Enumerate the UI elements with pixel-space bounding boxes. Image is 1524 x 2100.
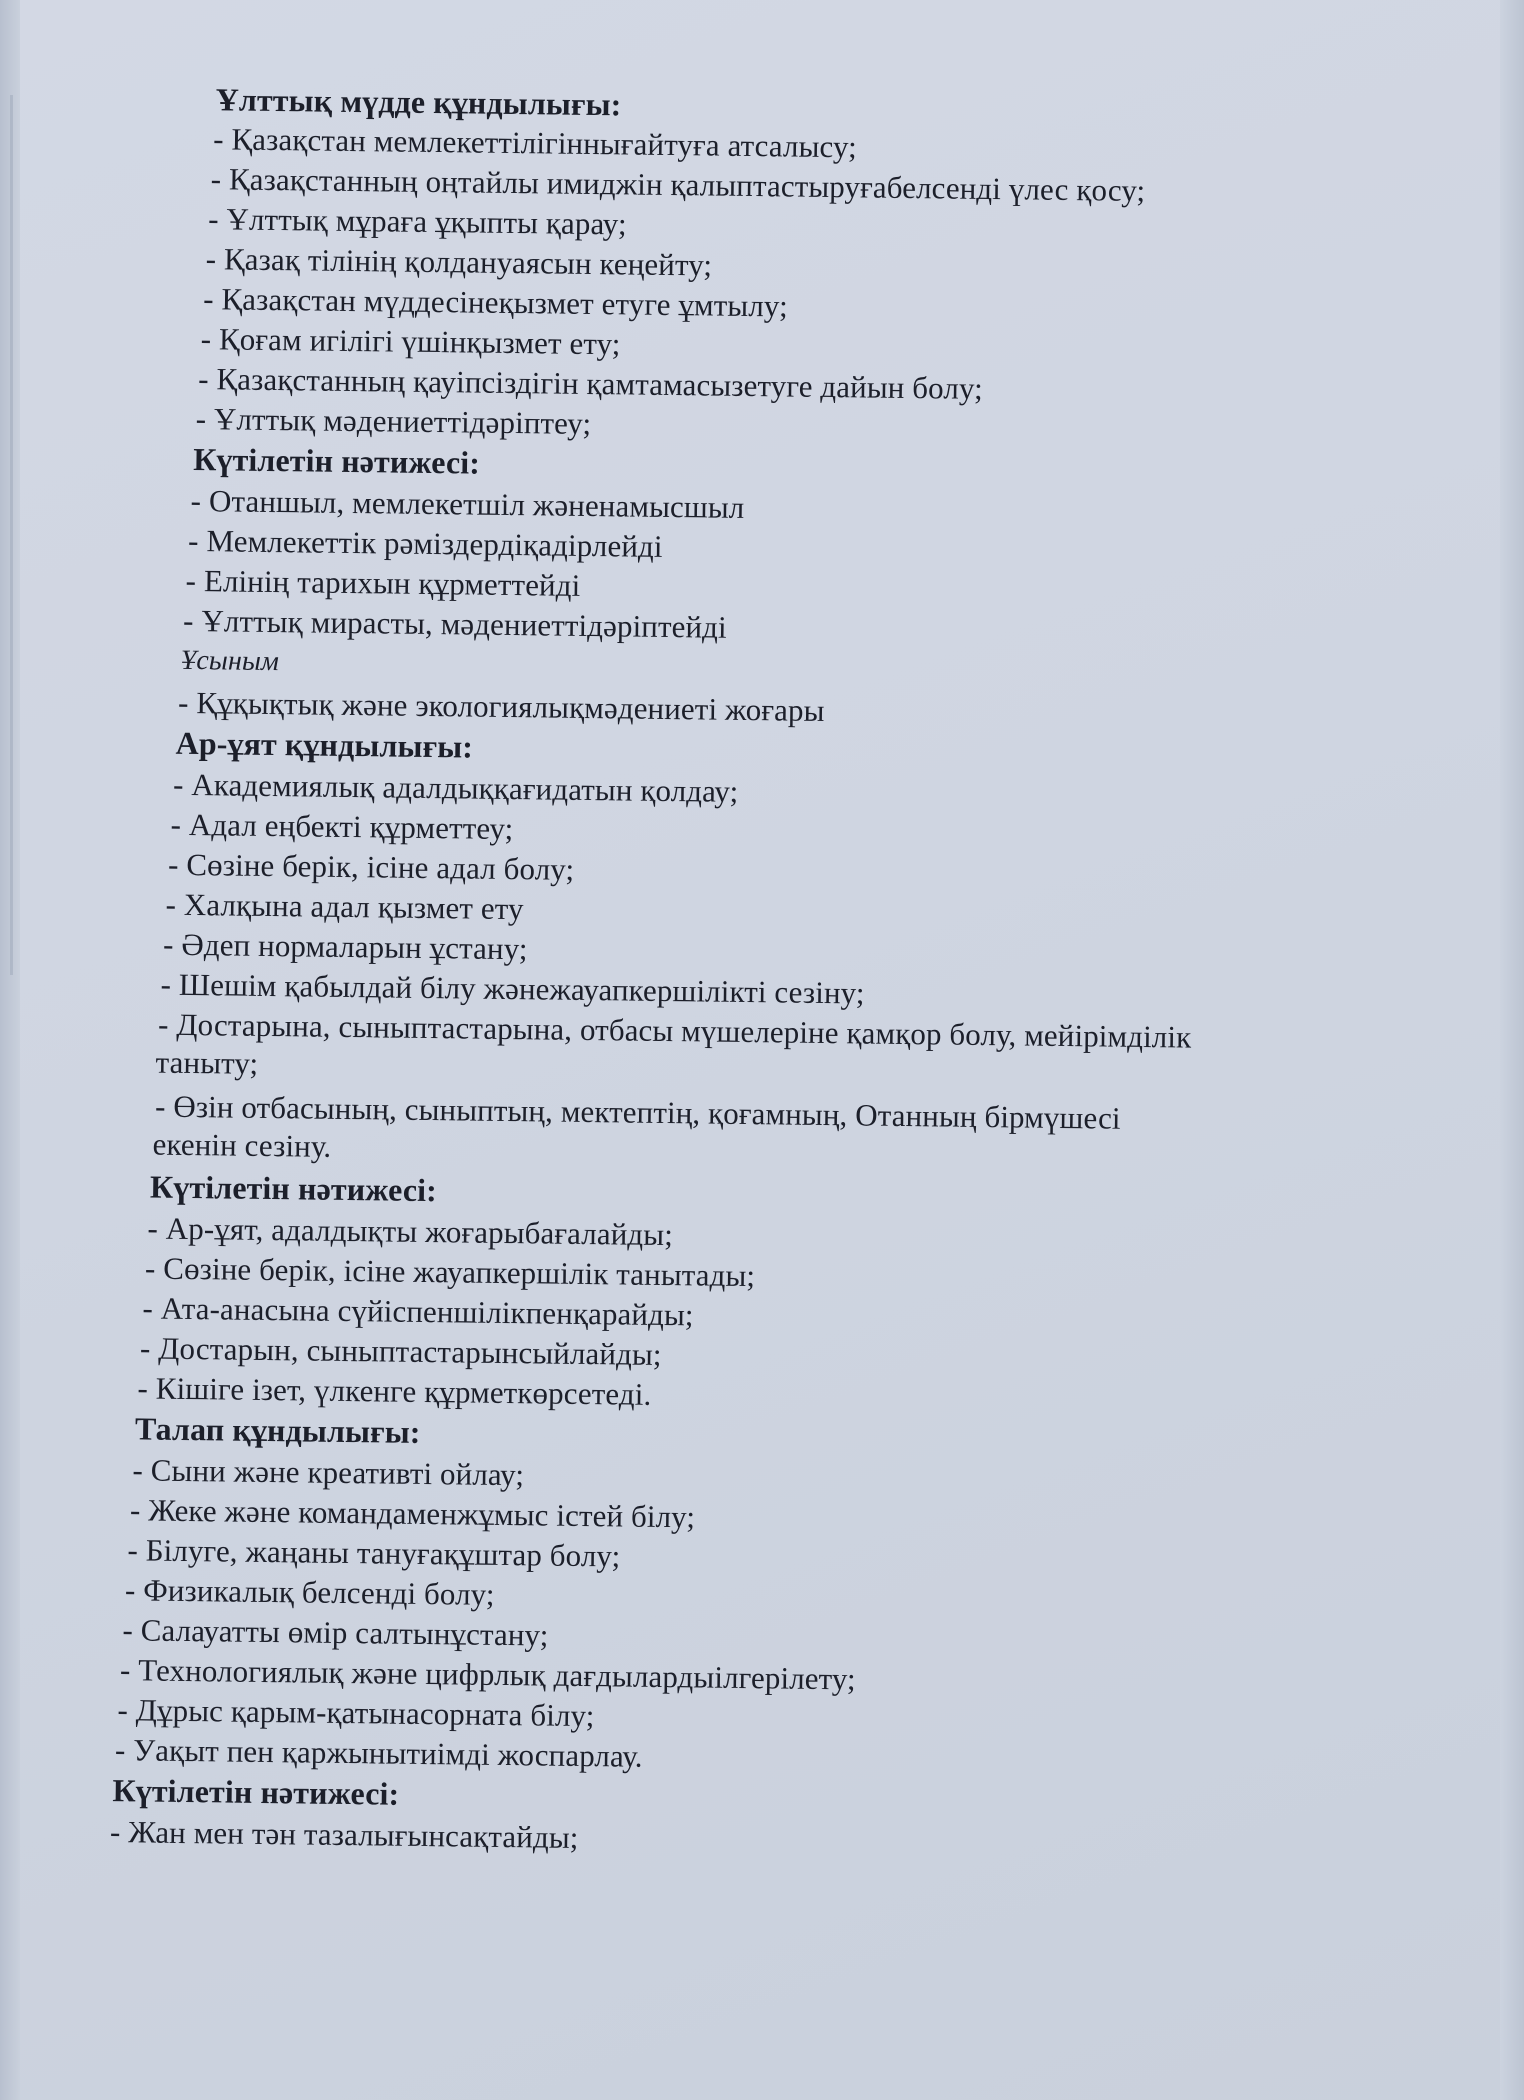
list-item: - Достарын, сыныптастарынсыйлайды; <box>139 1330 662 1372</box>
page-left-edge <box>0 0 20 2100</box>
list-item: - Әдеп нормаларын ұстану; <box>162 926 528 967</box>
section-heading: Күтілетін нәтижесі: <box>192 441 481 481</box>
list-item: - Ата-анасына сүйіспеншілікпенқарайды; <box>142 1290 694 1333</box>
list-item: - Ұлттық мәдениеттідәріптеу; <box>195 401 592 442</box>
list-item: - Ар-ұят, адалдықты жоғарыбағалайды; <box>147 1210 674 1253</box>
list-item-continuation: таныту; <box>155 1044 259 1081</box>
list-item-continuation: екенін сезіну. <box>152 1126 332 1164</box>
list-item: - Қазақ тілінің қолдануаясын кеңейту; <box>205 241 713 283</box>
list-item: - Құқықтық және экологиялықмәдениеті жоғары <box>177 684 825 728</box>
list-item: - Кішіге ізет, үлкенге құрметкөрсетеді. <box>137 1370 652 1412</box>
list-item: - Қазақстанның қауіпсіздігін қамтамасызетуге дайын болу; <box>198 361 984 406</box>
document-page <box>109 78 1395 1855</box>
page-right-edge <box>1500 0 1524 2100</box>
list-item: - Академиялық адалдыққағидатын қолдау; <box>172 766 739 809</box>
recommendation-label: Ұсыным <box>180 644 280 678</box>
list-item: - Қазақстанның оңтайлы имиджін қалыптастыруғабелсенді үлес қосу; <box>210 161 1146 208</box>
section-heading: Ұлттық мүдде құндылығы: <box>215 81 622 123</box>
section-heading: Күтілетін нәтижесі: <box>149 1168 438 1209</box>
list-item: - Жеке және командаменжұмыс істей білу; <box>129 1492 696 1535</box>
section-heading: Ар-ұят құндылығы: <box>175 724 474 765</box>
list-item: - Сөзіне берік, ісіне жауапкершілік танытады; <box>144 1250 756 1294</box>
list-item: - Ұлттық мирасты, мәдениеттідәріптейді <box>182 602 728 645</box>
list-item: - Халқына адал қызмет ету <box>165 886 524 927</box>
list-item: - Физикалық белсенді болу; <box>124 1572 495 1612</box>
list-item: - Қоғам игілігі үшінқызмет ету; <box>200 321 621 362</box>
list-item: - Адал еңбекті құрметтеу; <box>170 806 514 847</box>
list-item: - Ұлттық мұраға ұқыпты қарау; <box>208 201 627 242</box>
list-item: - Отаншыл, мемлекетшіл жәненамысшыл <box>190 482 745 525</box>
list-item: - Өзін отбасының, сыныптың, мектептің, қоғамның, Отанның бірмүшесі <box>154 1088 1121 1136</box>
section-heading: Талап құндылығы: <box>134 1410 421 1450</box>
list-item: - Сөзіне берік, ісіне адал болу; <box>167 846 575 887</box>
list-item: - Технологиялық және цифрлық дағдылардыілгерілету; <box>119 1652 857 1697</box>
list-item: - Білуге, жаңаны тануғақұштар болу; <box>127 1532 621 1574</box>
list-item: - Жан мен тән тазалығынсақтайды; <box>109 1814 579 1855</box>
list-item: - Уақыт пен қаржынытиімді жоспарлау. <box>114 1732 643 1774</box>
list-item: - Мемлекеттік рәміздердіқадірлейді <box>187 522 663 564</box>
list-item: - Қазақстан мүддесінеқызмет етуге ұмтылу; <box>203 281 789 324</box>
list-item: - Салауатты өмір салтынұстану; <box>122 1612 549 1653</box>
list-item: - Елінің тарихын құрметтейді <box>185 562 581 603</box>
list-item: - Шешім қабылдай білу жәнежауапкершілікті сезіну; <box>160 966 865 1011</box>
list-item: - Достарына, сыныптастарына, отбасы мүшелеріне қамқор болу, мейірімділік <box>157 1006 1192 1055</box>
section-heading: Күтілетін нәтижесі: <box>112 1772 400 1812</box>
list-item: - Сыни және креативті ойлау; <box>132 1452 525 1493</box>
list-item: - Дұрыс қарым-қатынасорната білу; <box>117 1692 595 1734</box>
list-item: - Қазақстан мемлекеттілігіннығайтуға атсалысу; <box>213 121 858 165</box>
